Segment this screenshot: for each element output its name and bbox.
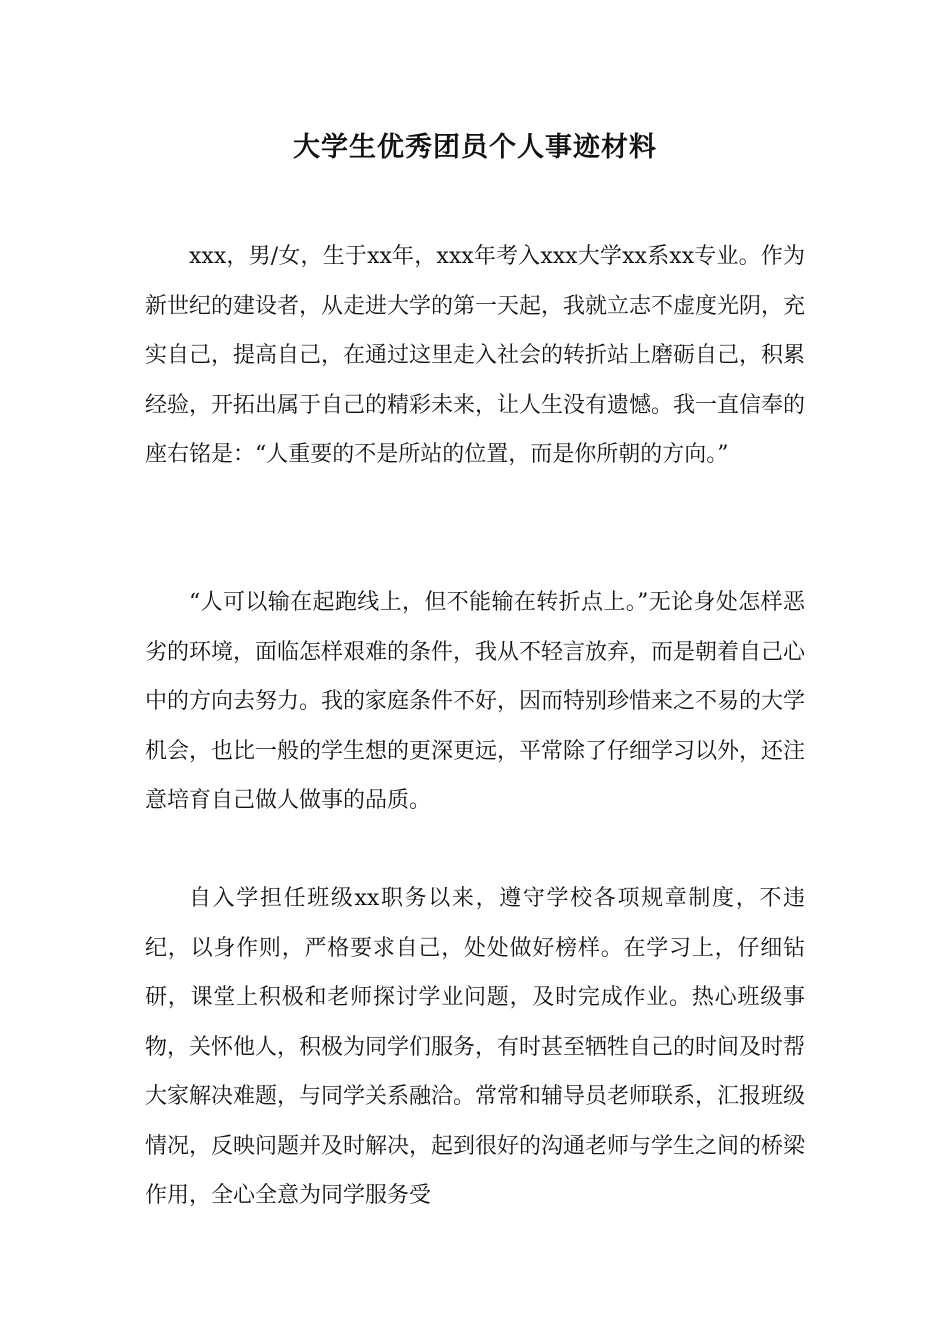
document-title: 大学生优秀团员个人事迹材料 [293, 132, 657, 163]
paragraph-1-block [145, 232, 805, 480]
paragraph: 自入学担任班级xx职务以来，遵守学校各项规章制度，不违纪，以身作则，严格要求自己，处处做好榜样。在学习上，仔细钻研，课堂上积极和老师探讨学业问题，及时完成作业。热心班级事物，关怀他人，积极为同学们服务，有时甚至牺牲自己的时间及时帮大家解决难题，与同学关系融洽。常常和辅导员老师联系，汇报班级情况，反映问题并及时解决，起到很好的沟通老师与学生之间的桥梁作用，全心全意为同学服务受 [145, 886, 806, 1208]
paragraph-2-block [145, 578, 805, 826]
paragraph: xxx，男/女，生于xx年，xxx年考入xxx大学xx系xx专业。作为新世纪的建设者，从走进大学的第一天起，我就立志不虚度光阴，充实自己，提高自己，在通过这里走入社会的转折站上磨砺自己，积累经验，开拓出属于自己的精彩未来，让人生没有遗憾。我一直信奉的座右铭是：“人重要的不是所站的位置，而是你所朝的方向。” [145, 244, 806, 467]
paragraph-3-block [145, 874, 805, 1221]
paragraph: “人可以输在起跑线上，但不能输在转折点上。”无论身处怎样恶劣的环境，面临怎样艰难的条件，我从不轻言放弃，而是朝着自己心中的方向去努力。我的家庭条件不好，因而特别珍惜来之不易的大学机会，也比一般的学生想的更深更远，平常除了仔细学习以外，还注意培育自己做人做事的品质。 [145, 590, 806, 813]
